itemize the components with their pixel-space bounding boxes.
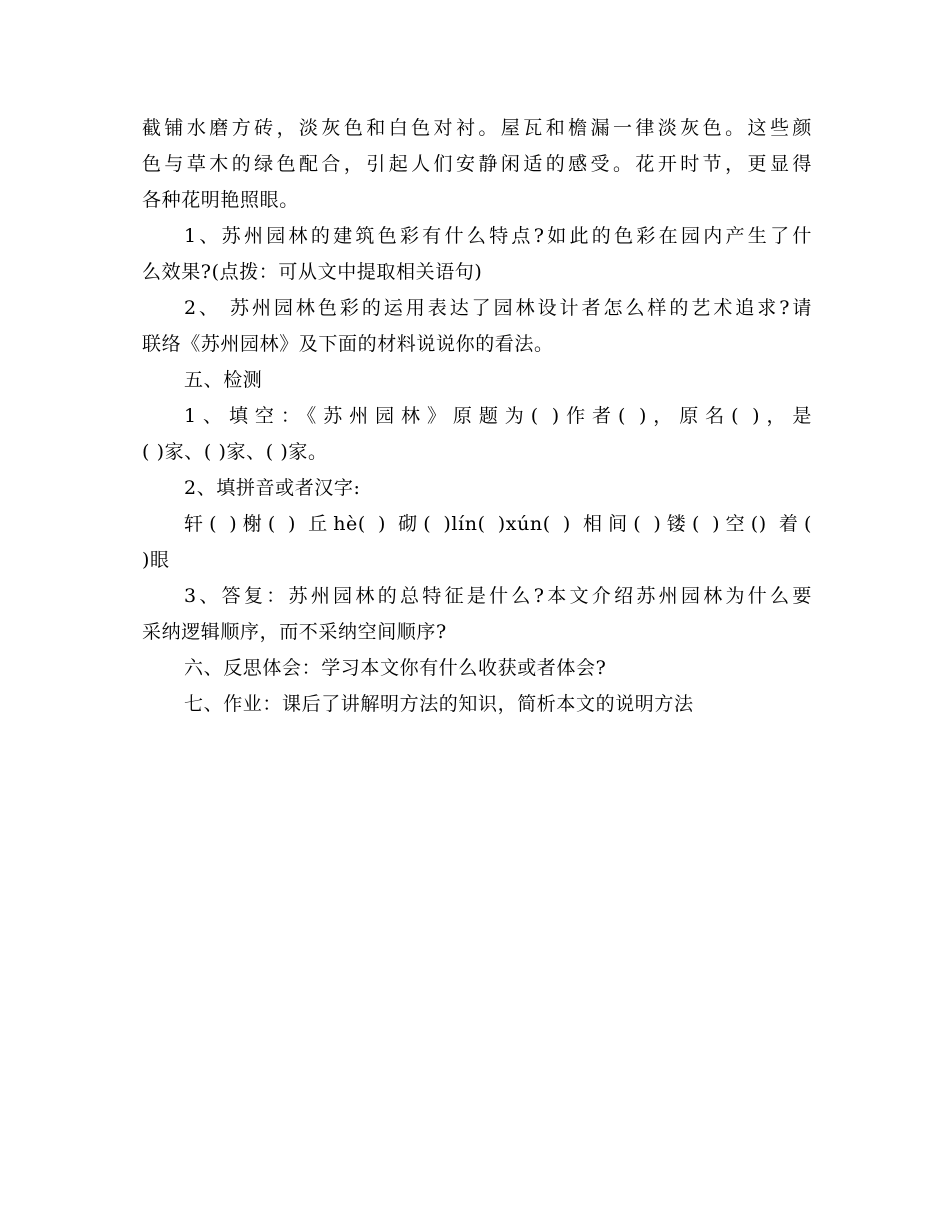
pinyin-line: 轩( )榭( ) 丘hè( ) 砌( )lín( )xún( ) 相间( )镂( )空() 着( [184, 513, 812, 535]
question-2-line: 联络《苏州园林》及下面的材料说说你的看法。 [142, 333, 554, 355]
question-1-line: 1、苏州园林的建筑色彩有什么特点?如此的色彩在园内产生了什 [184, 225, 812, 247]
question-3-line: 采纳逻辑顺序，而不采纳空间顺序? [142, 621, 447, 643]
fill-blank-line: ( )家、( )家、( )家。 [142, 441, 328, 463]
pinyin-line: )眼 [142, 549, 170, 571]
section-heading-homework: 七、作业：课后了讲解明方法的知识，简析本文的说明方法 [184, 693, 694, 715]
paragraph-line: 各种花明艳照眼。 [142, 189, 299, 211]
section-heading-reflection: 六、反思体会：学习本文你有什么收获或者体会? [184, 657, 607, 679]
pinyin-heading: 2、填拼音或者汉字: [184, 477, 361, 499]
question-3-line: 3、答复：苏州园林的总特征是什么?本文介绍苏州园林为什么要 [184, 585, 812, 607]
paragraph-line: 色与草木的绿色配合，引起人们安静闲适的感受。花开时节，更显得 [142, 153, 812, 175]
fill-blank-line: 1、填空：《苏州园林》原题为( )作者( )，原名( )，是 [184, 405, 812, 427]
question-2-line: 2、 苏州园林色彩的运用表达了园林设计者怎么样的艺术追求?请 [184, 297, 812, 319]
paragraph-line: 截铺水磨方砖，淡灰色和白色对衬。屋瓦和檐漏一律淡灰色。这些颜 [142, 117, 812, 139]
section-heading-test: 五、检测 [184, 369, 263, 391]
question-1-line: 么效果?(点拨：可从文中提取相关语句) [142, 261, 483, 283]
